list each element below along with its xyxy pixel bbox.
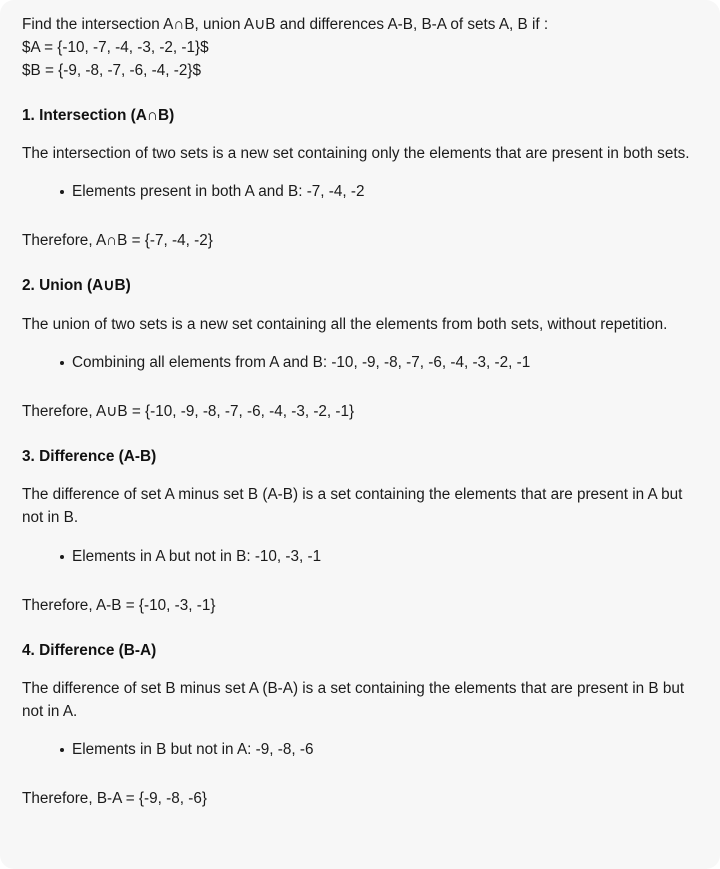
section-description-union: The union of two sets is a new set containing all the elements from both sets, without repetition.	[22, 315, 668, 333]
spacer	[22, 662, 700, 678]
set-a-definition: $A = {-10, -7, -4, -3, -2, -1}$	[22, 38, 209, 56]
spacer	[22, 569, 700, 595]
spacer	[22, 618, 700, 640]
bullet-list-difference-a-minus-b	[22, 546, 700, 569]
section-heading-intersection: 1. Intersection (A∩B)	[22, 106, 175, 124]
set-b-definition: $B = {-9, -8, -7, -6, -4, -2}$	[22, 61, 201, 79]
section-union	[22, 275, 700, 424]
spacer	[22, 253, 700, 275]
section-description-difference-a-minus-b: The difference of set A minus set B (A-B) is a set containing the elements that are present in A but not in B.	[22, 486, 683, 527]
list-item: Elements present in both A and B: -7, -4, -2	[60, 181, 700, 204]
spacer	[22, 204, 700, 230]
section-description-difference-b-minus-a: The difference of set B minus set A (B-A) is a set containing the elements that are present in B but not in A.	[22, 679, 685, 720]
conclusion-union: Therefore, A∪B = {-10, -9, -8, -7, -6, -4, -3, -2, -1}	[22, 403, 355, 421]
section-heading-difference-b-minus-a: 4. Difference (B-A)	[22, 641, 157, 659]
section-intersection	[22, 105, 700, 254]
section-difference-b-minus-a	[22, 640, 700, 811]
bullet-list-intersection	[22, 181, 700, 204]
spacer	[22, 127, 700, 143]
list-item: Elements in B but not in A: -9, -8, -6	[60, 739, 700, 762]
spacer	[22, 530, 700, 546]
answer-content	[22, 14, 700, 811]
question-prompt: Find the intersection A∩B, union A∪B and differences A-B, B-A of sets A, B if :	[22, 16, 549, 33]
spacer	[22, 424, 700, 446]
section-difference-a-minus-b	[22, 446, 700, 617]
bullet-list-difference-b-minus-a	[22, 739, 700, 762]
conclusion-difference-b-minus-a: Therefore, B-A = {-9, -8, -6}	[22, 790, 207, 808]
section-heading-difference-a-minus-b: 3. Difference (A-B)	[22, 448, 157, 466]
conclusion-intersection: Therefore, A∩B = {-7, -4, -2}	[22, 232, 213, 250]
spacer	[22, 336, 700, 352]
spacer	[22, 723, 700, 739]
spacer	[22, 83, 700, 105]
spacer	[22, 762, 700, 788]
spacer	[22, 165, 700, 181]
section-description-intersection: The intersection of two sets is a new set containing only the elements that are present in both sets.	[22, 144, 690, 162]
conclusion-difference-a-minus-b: Therefore, A-B = {-10, -3, -1}	[22, 596, 216, 614]
spacer	[22, 375, 700, 401]
list-item: Elements in A but not in B: -10, -3, -1	[60, 546, 700, 569]
list-item: Combining all elements from A and B: -10, -9, -8, -7, -6, -4, -3, -2, -1	[60, 352, 700, 375]
bullet-list-union	[22, 352, 700, 375]
section-heading-union: 2. Union (A∪B)	[22, 277, 131, 295]
spacer	[22, 298, 700, 314]
spacer	[22, 468, 700, 484]
